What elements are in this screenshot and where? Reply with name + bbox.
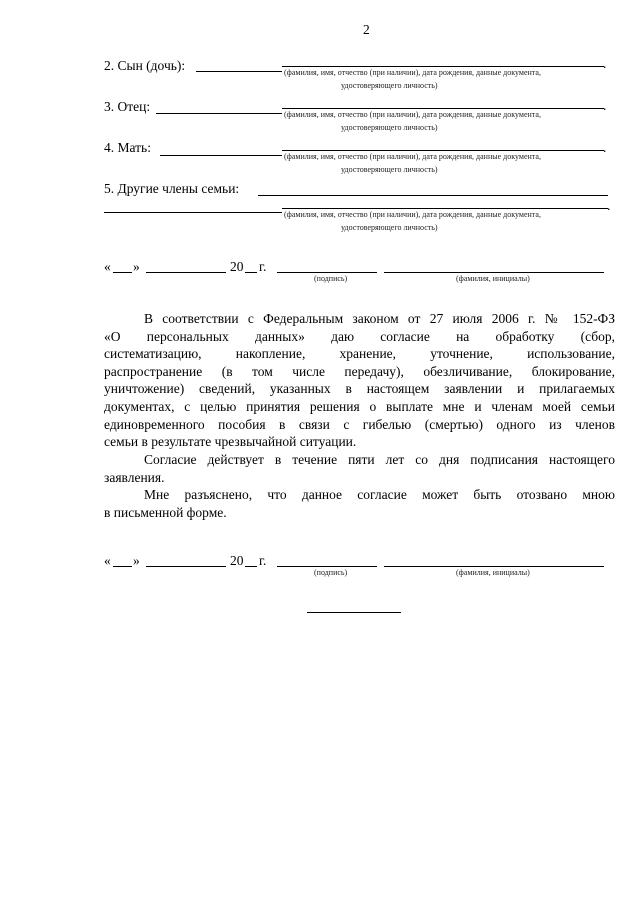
date-day-line-2[interactable] [113,566,132,567]
date-year-line-2[interactable] [245,566,257,567]
father-caption-2: удостоверяющего личность) [341,123,438,132]
date-quote-open: « [104,259,111,274]
son-daughter-input-line-continued[interactable] [282,66,604,67]
date-year-prefix: 20 [230,259,244,274]
consent-p1-line: уничтожение) сведений, указанных в настоящем заявлении и прилагаемых [104,381,615,397]
mother-period: . [603,140,607,155]
consent-p2-line: Согласие действует в течение пяти лет со дня подписания настоящего [144,452,615,467]
son-daughter-caption: (фамилия, имя, отчество (при наличии), дата рождения, данные документа, [284,68,541,77]
mother-input-line-continued[interactable] [282,150,604,151]
date-year-line[interactable] [245,272,257,273]
signature-line[interactable] [277,272,377,273]
end-separator-line [307,612,401,613]
name-initials-line[interactable] [384,272,604,273]
mother-caption-2: удостоверяющего личность) [341,165,438,174]
mother-caption: (фамилия, имя, отчество (при наличии), дата рождения, данные документа, [284,152,541,161]
consent-paragraph-2 [104,451,615,486]
consent-p1-line: единовременного пособия в связи с гибелью (смертью) одного из членов [104,416,615,432]
consent-p1-line: «О персональных данных» даю согласие на обработку (сбор, [104,328,615,344]
date-quote-close: » [133,259,140,274]
date-quote-close-2: » [133,553,140,568]
consent-paragraph-3 [104,486,615,521]
consent-p2-line: заявления. [104,469,165,485]
signature-line-2[interactable] [277,566,377,567]
father-input-line[interactable] [156,113,282,114]
son-daughter-input-line[interactable] [196,71,282,72]
consent-paragraph-1 [104,310,615,451]
date-month-line[interactable] [146,272,226,273]
field-label-son-daughter: 2. Сын (дочь): [104,58,186,73]
name-initials-line-2[interactable] [384,566,604,567]
consent-p1-line: систематизацию, накопление, хранение, уточнение, использование, [104,346,615,362]
son-daughter-period: . [603,56,607,71]
date-year-prefix-2: 20 [230,553,244,568]
field-label-mother: 4. Мать: [104,140,151,155]
date-year-suffix: г. [259,259,267,274]
son-daughter-caption-2: удостоверяющего личность) [341,81,438,90]
date-year-suffix-2: г. [259,553,267,568]
consent-p3-line: Мне разъяснено, что данное согласие может быть отозвано мною [144,487,615,502]
consent-p1-line: распространение (в том числе передачу), обезличивание, блокирование, [104,363,615,379]
father-period: . [603,98,607,113]
date-quote-open-2: « [104,553,111,568]
other-family-caption: (фамилия, имя, отчество (при наличии), дата рождения, данные документа, [284,210,541,219]
field-label-father: 3. Отец: [104,99,151,114]
other-family-input-line[interactable] [258,195,608,196]
father-input-line-continued[interactable] [282,108,604,109]
consent-p3-line: в письменной форме. [104,504,227,520]
consent-p1-line: документах, с целью принятия решения о выплате мне и членам моей семьи [104,398,615,414]
date-month-line-2[interactable] [146,566,226,567]
signature-caption: (подпись) [314,274,348,283]
consent-p1-line: В соответствии с Федеральным законом от 27 июля 2006 г. № 152-ФЗ [144,311,615,326]
field-label-other-family: 5. Другие члены семьи: [104,181,240,196]
other-family-input-line-2[interactable] [104,212,282,213]
name-initials-caption-2: (фамилия, инициалы) [456,568,530,577]
consent-p1-line: семьи в результате чрезвычайной ситуации. [104,434,357,450]
date-day-line[interactable] [113,272,132,273]
name-initials-caption: (фамилия, инициалы) [456,274,530,283]
other-family-caption-2: удостоверяющего личность) [341,223,438,232]
other-family-input-line-2-continued[interactable] [282,208,608,209]
signature-caption-2: (подпись) [314,568,348,577]
mother-input-line[interactable] [160,155,282,156]
other-family-period: . [607,198,611,213]
father-caption: (фамилия, имя, отчество (при наличии), дата рождения, данные документа, [284,110,541,119]
page-number: 2 [363,22,370,37]
